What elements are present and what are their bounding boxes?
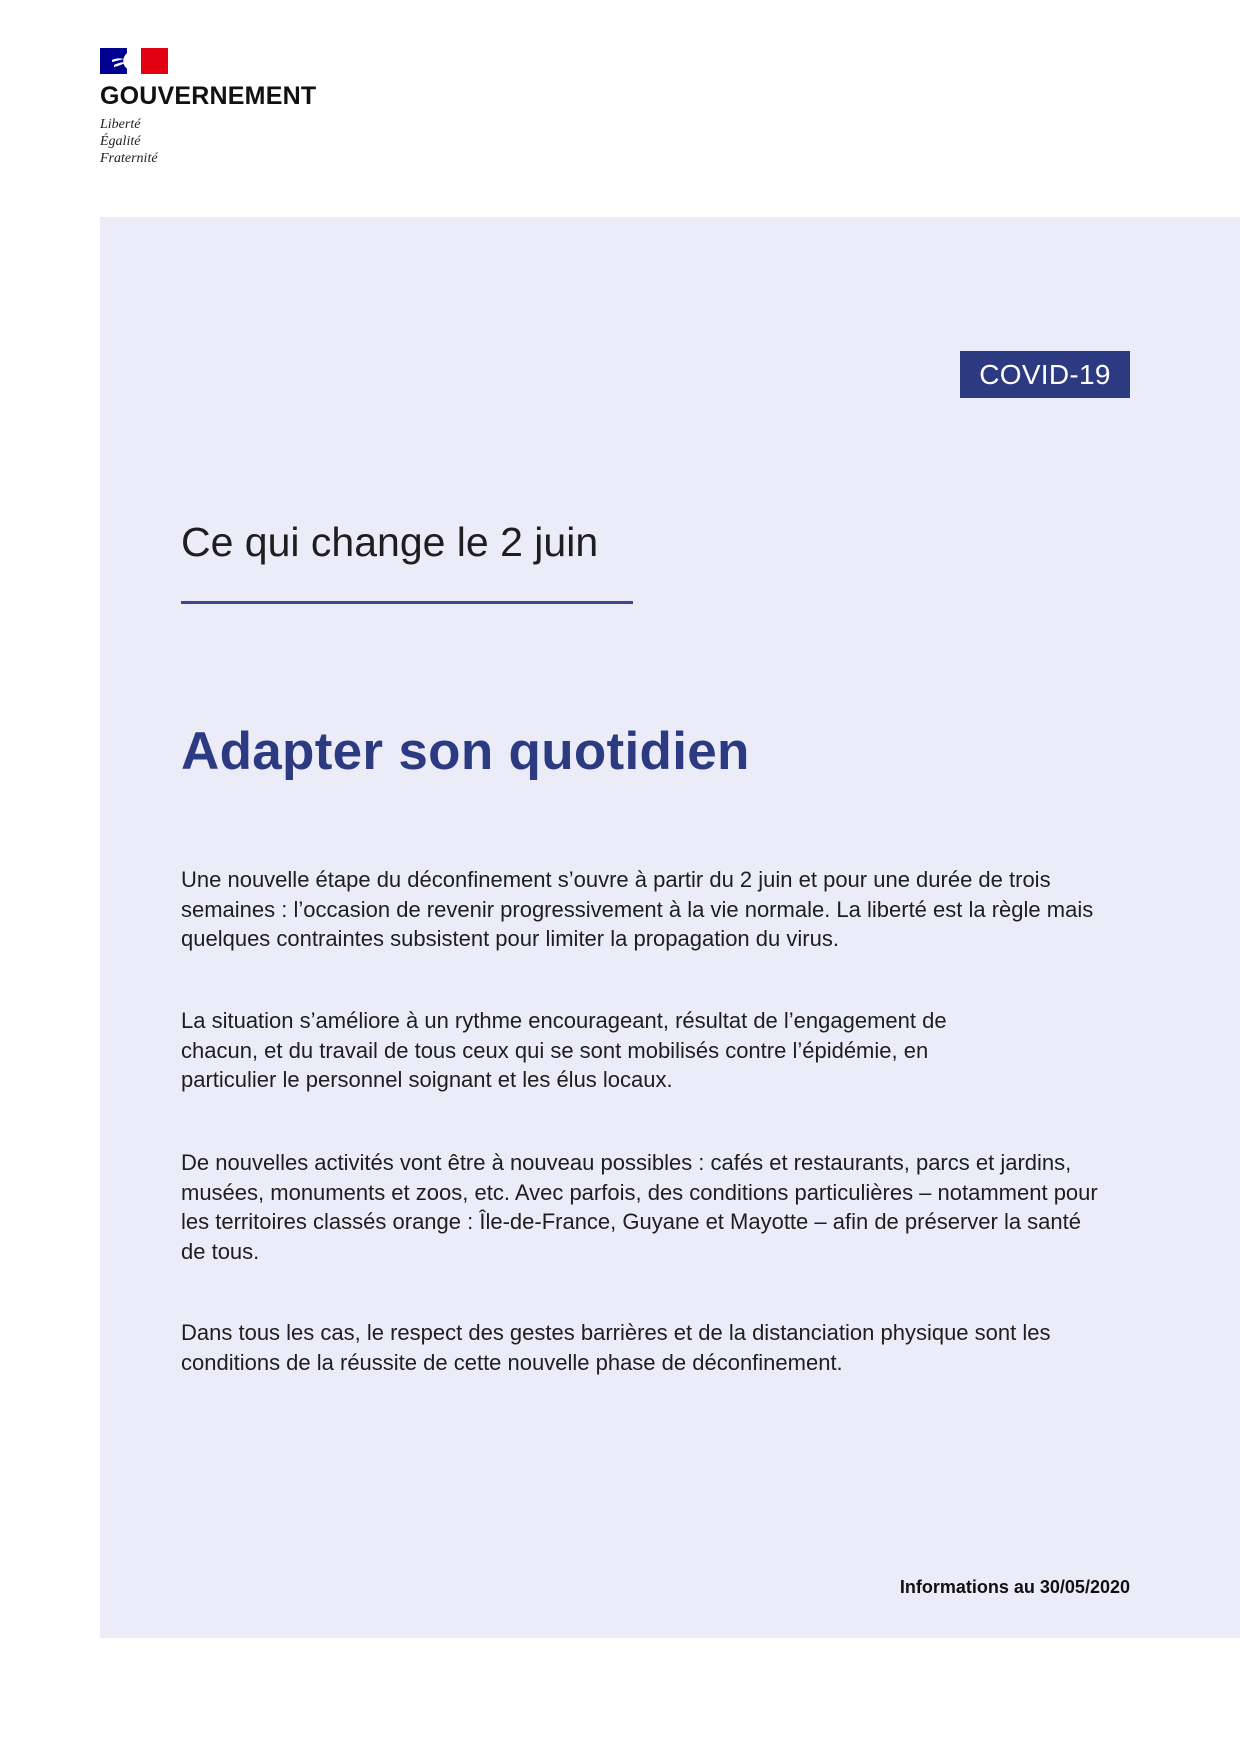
paragraph: Une nouvelle étape du déconfinement s’ouvre à partir du 2 juin et pour une durée de trois semaines : l’occasion de revenir progressivement à la vie normale. La liberté est la règle mais quelques contraintes subsistent pour limiter la propagation du virus. <box>181 867 1094 951</box>
paragraph: De nouvelles activités vont être à nouveau possibles : cafés et restaurants, parcs et jardins, musées, monuments et zoos, etc. Avec parfois, des conditions particulières – notamment pour les territoires classés orange : Île-de-France, Guyane et Mayotte – afin de préserver la santé de tous. <box>181 1150 1098 1264</box>
logo-title: GOUVERNEMENT <box>100 82 317 110</box>
paragraph: Dans tous les cas, le respect des gestes barrières et de la distanciation physique sont les conditions de la réussite de cette nouvelle phase de déconfinement. <box>181 1320 1051 1375</box>
paragraph: La situation s’améliore à un rythme encourageant, résultat de l’engagement de chacun, et du travail de tous ceux qui se sont mobilisés contre l’épidémie, en particulier le personnel soignant et les élus locaux. <box>181 1008 947 1092</box>
covid-badge: COVID-19 <box>960 351 1130 398</box>
subtitle-divider <box>181 601 633 604</box>
info-date-note: Informations au 30/05/2020 <box>899 1577 1130 1597</box>
motto-line: Égalité <box>100 134 141 149</box>
content-panel <box>100 217 1240 1638</box>
government-logo <box>100 48 340 167</box>
motto-line: Fraternité <box>100 151 158 166</box>
republic-motto <box>100 116 340 167</box>
page-subtitle: Ce qui change le 2 juin <box>181 519 599 565</box>
marianne-flag-icon <box>100 48 168 74</box>
page-title: Adapter son quotidien <box>181 722 750 781</box>
motto-line: Liberté <box>100 117 141 132</box>
marianne-profile-icon <box>100 48 168 74</box>
